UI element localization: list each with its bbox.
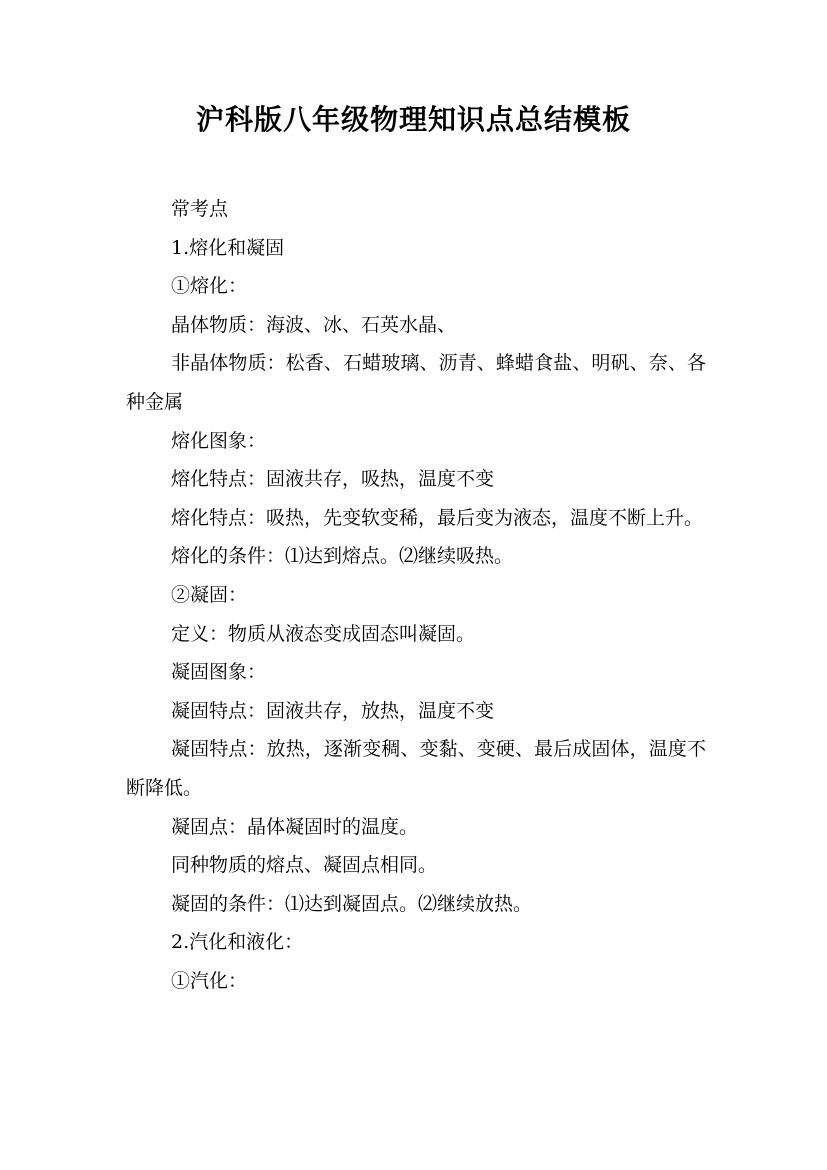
paragraph-amorphous-substances: 非晶体物质：松香、石蜡玻璃、沥青、蜂蜡食盐、明矾、奈、各种金属: [126, 352, 706, 413]
paragraph-crystal-substances: 晶体物质：海波、冰、石英水晶、: [171, 313, 457, 336]
paragraph-melting-graph: 熔化图象：: [171, 429, 267, 452]
paragraph-solidifying-heading: ②凝固：: [171, 583, 248, 606]
paragraph-freezing-point: 凝固点：晶体凝固时的温度。: [171, 815, 419, 838]
paragraph-solidifying-definition: 定义：物质从液态变成固态叫凝固。: [171, 622, 476, 645]
paragraph-heading-frequent-points: 常考点: [171, 198, 229, 220]
paragraph-melting-feature-crystal: 熔化特点：固液共存，吸热，温度不变: [171, 468, 495, 491]
paragraph-section-2-vaporization-liquefaction: 2.汽化和液化：: [171, 931, 304, 954]
paragraph-solidifying-graph: 凝固图象：: [171, 661, 267, 684]
paragraph-section-1-melting-solidifying: 1.熔化和凝固: [171, 236, 285, 259]
paragraph-melting-conditions: 熔化的条件：⑴达到熔点。⑵继续吸热。: [171, 545, 514, 568]
paragraph-solidifying-conditions: 凝固的条件：⑴达到凝固点。⑵继续放热。: [171, 892, 533, 915]
paragraph-vaporization-heading: ①汽化：: [171, 969, 248, 992]
paragraph-solidifying-feature-amorphous: 凝固特点：放热，逐渐变稠、变黏、变硬、最后成固体，温度不断降低。: [126, 738, 706, 799]
document-body: [126, 190, 706, 1000]
paragraph-same-substance-points: 同种物质的熔点、凝固点相同。: [171, 854, 438, 877]
paragraph-melting-heading: ①熔化：: [171, 275, 248, 298]
document-title: 沪科版八年级物理知识点总结模板: [195, 103, 631, 136]
paragraph-melting-feature-amorphous: 熔化特点：吸热，先变软变稀，最后变为液态，温度不断上升。: [171, 506, 704, 529]
paragraph-solidifying-feature-crystal: 凝固特点：固液共存，放热，温度不变: [171, 699, 495, 722]
